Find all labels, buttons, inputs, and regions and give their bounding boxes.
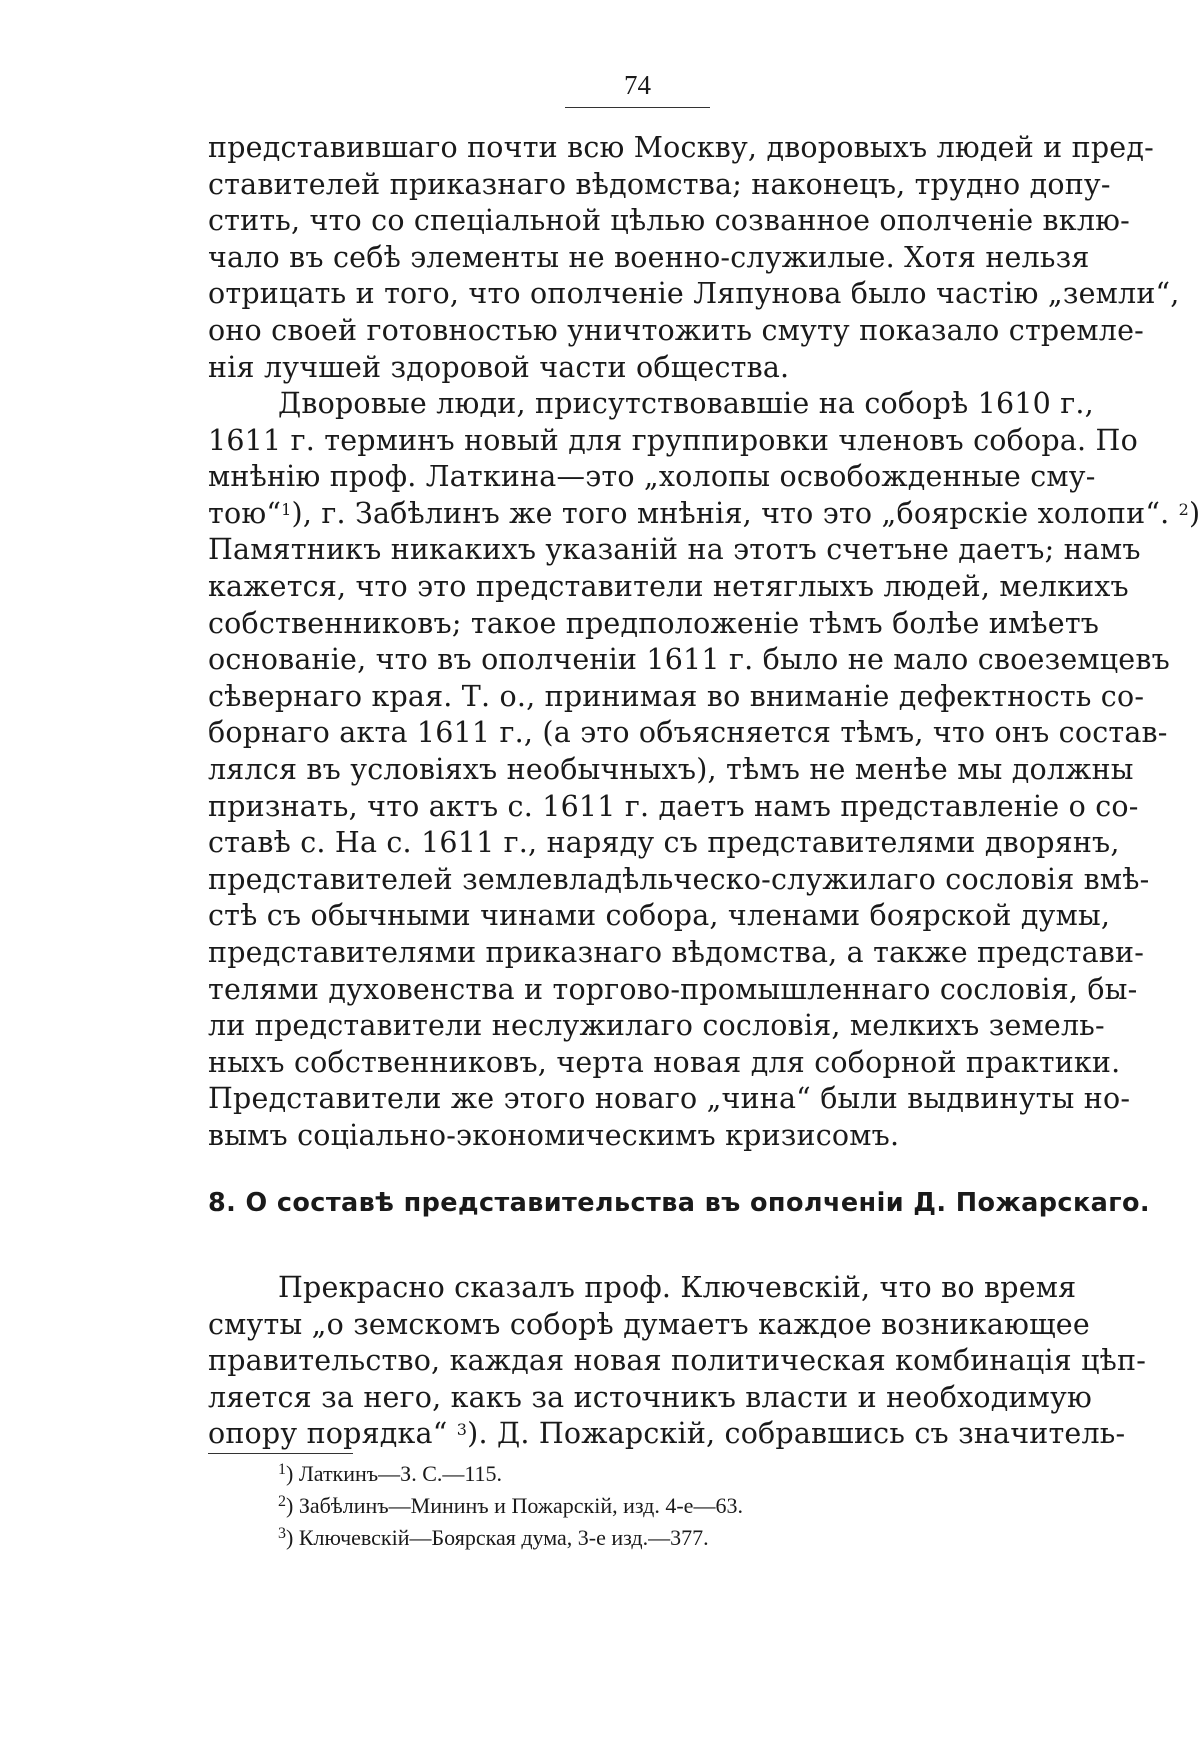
footnote-mark: 3 <box>278 1525 286 1542</box>
footnote-text: ) Забѣлинъ—Мининъ и Пожарскій, изд. 4-е—63. <box>286 1493 743 1518</box>
paragraph-1 <box>208 130 1180 386</box>
footnote-text: ) Латкинъ—З. С.—115. <box>286 1461 503 1486</box>
footnote-mark: 1 <box>278 1461 286 1478</box>
text-line: Представители же этого новаго „чина“ были выдвинуты но- <box>208 1082 1131 1116</box>
footnote-2 <box>278 1490 978 1522</box>
text-line: Прекрасно сказалъ проф. Ключевскій, что во время <box>278 1271 1077 1304</box>
text-line: смуты „о земскомъ соборѣ думаетъ каждое возникающее <box>208 1307 1090 1341</box>
text-line: представившаго почти всю Москву, дворовыхъ людей и пред- <box>208 131 1154 164</box>
text-line: правительство, каждая новая политическая комбинація цѣп- <box>208 1344 1147 1378</box>
text-line: собственниковъ; такое предположеніе тѣмъ болѣе имѣетъ <box>208 606 1100 640</box>
text-line: лялся въ условіяхъ необычныхъ), тѣмъ не менѣе мы должны <box>208 752 1134 786</box>
footnote-ref-2: 2 <box>1178 499 1190 519</box>
text-line: ставѣ с. На с. 1611 г., наряду съ представителями дворянъ, <box>208 826 1120 860</box>
footnotes <box>278 1458 978 1554</box>
text-line: ставителей приказнаго вѣдомства; наконецъ, трудно допу- <box>208 167 1111 201</box>
text-line: оно своей готовностью уничтожить смуту показало стремле- <box>208 313 1144 347</box>
text-fragment: опору порядка“ <box>208 1417 448 1451</box>
text-line: Памятникъ никакихъ указаній на этотъ счетъне даетъ; намъ <box>208 533 1141 567</box>
text-line: отрицать и того, что ополченіе Ляпунова было частію „земли“, <box>208 277 1180 311</box>
footnote-text: ) Ключевскій—Боярская дума, 3-е изд.—377. <box>286 1525 709 1550</box>
text-line <box>208 1416 1126 1453</box>
text-line: нія лучшей здоровой части общества. <box>208 350 790 384</box>
text-line: Дворовые люди, присутствовавшіе на соборѣ 1610 г., <box>278 387 1094 420</box>
text-line: представителей землевладѣльческо-служилаго сословія вмѣ- <box>208 862 1150 896</box>
text-fragment: ). Д. Пожарскій, собравшись съ значитель- <box>467 1417 1126 1451</box>
text-fragment: ) <box>1189 496 1200 530</box>
text-line: мнѣнію проф. Латкина—это „холопы освобожденные сму- <box>208 460 1096 494</box>
text-fragment: ), г. Забѣлинъ же того мнѣнія, что это „боярскіе холопи“. <box>291 496 1170 530</box>
text-line: сѣвернаго края. Т. о., принимая во вниманіе дефектность со- <box>208 679 1145 713</box>
text-line: стѣ съ обычными чинами собора, членами боярской думы, <box>208 899 1111 933</box>
text-line: стить, что со спеціальной цѣлью созванное ополченіе вклю- <box>208 204 1130 238</box>
text-line: борнаго акта 1611 г., (а это объясняется тѣмъ, что онъ состав- <box>208 716 1168 750</box>
text-line: кажется, что это представители нетяглыхъ людей, мелкихъ <box>208 569 1129 603</box>
text-line: телями духовенства и торгово-промышленнаго сословія, бы- <box>208 972 1138 1006</box>
footnote-ref-3: 3 <box>456 1420 468 1440</box>
page-number: 74 <box>624 70 651 100</box>
footnote-1 <box>278 1458 978 1490</box>
text-line: представителями приказнаго вѣдомства, а также представи- <box>208 935 1145 969</box>
page-number-rule <box>565 107 710 108</box>
footnote-ref-1: 1 <box>281 499 292 519</box>
text-line: ляется за него, какъ за источникъ власти и необходимую <box>208 1380 1092 1414</box>
footnote-mark: 2 <box>278 1493 286 1510</box>
text-line: ли представители неслужилаго сословія, мелкихъ земель- <box>208 1009 1105 1043</box>
text-line: ныхъ собственниковъ, черта новая для соборной практики. <box>208 1045 1121 1079</box>
text-line: вымъ соціально-экономическимъ кризисомъ. <box>208 1118 900 1152</box>
text-line: чало въ себѣ элементы не военно-служилые. Хотя нельзя <box>208 240 1090 274</box>
paragraph-2 <box>208 386 1200 1154</box>
text-line: признать, что актъ с. 1611 г. даетъ намъ представленіе о со- <box>208 789 1139 823</box>
footnote-rule <box>208 1453 353 1454</box>
section-heading: 8. О составѣ представительства въ ополченіи Д. Пожарскаго. <box>208 1188 1150 1218</box>
text-fragment: тою“ <box>208 496 282 530</box>
footnote-3 <box>278 1522 978 1554</box>
paragraph-3 <box>208 1270 1147 1453</box>
text-line: 1611 г. терминъ новый для группировки членовъ собора. По <box>208 423 1138 457</box>
text-line <box>208 496 1200 533</box>
text-line: основаніе, что въ ополченіи 1611 г. было не мало своеземцевъ <box>208 643 1170 677</box>
